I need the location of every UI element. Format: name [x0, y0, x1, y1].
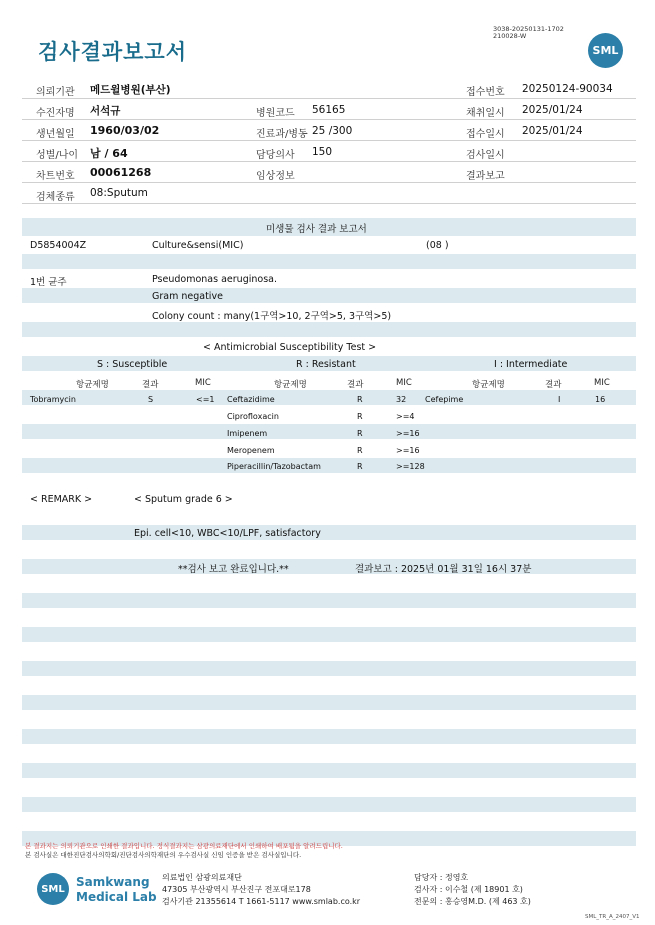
col-result-header: 결과	[142, 380, 159, 390]
notice-red: 본 결과지는 의뢰기관으로 인쇄한 결과입니다. 정식결과지는 삼광의료재단에서 인쇄하여 배포됨을 알려드립니다.	[25, 842, 343, 850]
legend-intermediate: I : Intermediate	[494, 359, 568, 370]
band	[22, 661, 636, 676]
test-spec: (08 )	[426, 240, 449, 251]
page-title: 검사결과보고서	[38, 40, 188, 64]
sex-age-label: 성별/나이	[36, 150, 79, 161]
band	[22, 695, 636, 710]
form-code: SML_TR_A_2407_V1	[585, 914, 640, 920]
hospital-code-label: 병원코드	[256, 108, 295, 119]
ast-result: I	[558, 395, 561, 404]
ast-mic: >=128	[396, 462, 425, 471]
ast-result: R	[357, 395, 363, 404]
birth-label: 생년월일	[36, 129, 75, 140]
col-result-header: 결과	[545, 380, 562, 390]
band	[22, 424, 636, 439]
document-id-line2: 210028-W	[493, 32, 527, 40]
organism-label: 1번 균주	[30, 277, 67, 288]
band	[22, 763, 636, 778]
footer-logo: SML	[37, 873, 69, 905]
ast-mic: >=16	[396, 446, 420, 455]
ast-result: R	[357, 429, 363, 438]
col-agent-header: 항균제명	[472, 380, 505, 390]
band	[22, 390, 636, 405]
result-report-label: 결과보고	[466, 171, 505, 182]
col-agent-header: 항균제명	[274, 380, 307, 390]
test-code: D5854004Z	[30, 240, 87, 251]
staff-in-charge: 담당자 : 정영호	[414, 873, 469, 882]
completion-message: **검사 보고 완료입니다.**	[178, 564, 289, 575]
receipt-no-value: 20250124-90034	[522, 83, 613, 95]
ast-agent: Tobramycin	[30, 395, 76, 404]
dept-value: 25 /300	[312, 125, 353, 137]
org-name: 의료법인 삼광의료재단	[162, 873, 242, 882]
receipt-date-value: 2025/01/24	[522, 125, 583, 137]
ast-agent: Ceftazidime	[227, 395, 275, 404]
remark-grade: < Sputum grade 6 >	[134, 494, 233, 505]
test-name: Culture&sensi(MIC)	[152, 240, 244, 251]
ast-agent: Ciprofloxacin	[227, 412, 279, 421]
band	[22, 322, 636, 337]
gram-stain: Gram negative	[152, 291, 223, 302]
doctor-label: 담당의사	[256, 150, 295, 161]
receipt-no-label: 접수번호	[466, 87, 505, 98]
band	[22, 559, 636, 574]
col-mic-header: MIC	[396, 378, 412, 388]
sex-age-value: 남 / 64	[90, 147, 128, 160]
col-mic-header: MIC	[195, 378, 211, 388]
ast-agent: Meropenem	[227, 446, 275, 455]
col-agent-header: 항균제명	[76, 380, 109, 390]
brand-line1: Samkwang	[76, 875, 150, 889]
doctor-value: 150	[312, 146, 333, 158]
clinical-label: 임상정보	[256, 171, 295, 182]
info-row-6	[22, 183, 636, 204]
ast-result: R	[357, 462, 363, 471]
org-address: 47305 부산광역시 부산진구 전포대로178	[162, 885, 311, 894]
ast-agent: Piperacillin/Tazobactam	[227, 462, 321, 471]
ast-agent: Cefepime	[425, 395, 464, 404]
band	[22, 593, 636, 608]
band	[22, 254, 636, 269]
document-id-line1: 3038-20250131-1702	[493, 25, 564, 33]
patient-name-value: 서석규	[90, 105, 121, 117]
remark-label: < REMARK >	[30, 494, 93, 505]
legend-susceptible: S : Susceptible	[97, 359, 168, 370]
birth-value: 1960/03/02	[90, 124, 160, 137]
patient-name-label: 수진자명	[36, 108, 75, 119]
colony-count: Colony count : many(1구역>10, 2구역>5, 3구역>5)	[152, 311, 392, 322]
band	[22, 288, 636, 303]
sml-logo: SML	[588, 33, 623, 68]
notice: 본 검사실은 대한진단검사의학회/진단검사의학재단의 우수검사실 신임 인증을 받은 검사실입니다.	[25, 851, 302, 859]
ast-mic: >=4	[396, 412, 415, 421]
band	[22, 627, 636, 642]
chart-no-value: 00061268	[90, 166, 152, 179]
collection-date-label: 채취일시	[466, 108, 505, 119]
band	[22, 525, 636, 540]
ast-result: R	[357, 446, 363, 455]
ast-title: < Antimicrobial Susceptibility Test >	[203, 342, 377, 353]
ast-mic: 16	[595, 395, 606, 404]
report-section-title: 미생물 검사 결과 보고서	[266, 224, 367, 235]
receipt-date-label: 접수일시	[466, 129, 505, 140]
document-id	[493, 26, 564, 40]
test-date-label: 검사일시	[466, 150, 505, 161]
ast-mic: 32	[396, 395, 407, 404]
completion-time: 결과보고 : 2025년 01월 31일 16시 37분	[355, 564, 532, 575]
staff-tester: 검사자 : 이수철 (제 18901 호)	[414, 885, 523, 894]
ast-result: R	[357, 412, 363, 421]
band	[22, 458, 636, 473]
legend-resistant: R : Resistant	[296, 359, 356, 370]
ast-mic: <=1	[196, 395, 215, 404]
ast-mic: >=16	[396, 429, 420, 438]
dept-label: 진료과/병동	[256, 129, 308, 140]
collection-date-value: 2025/01/24	[522, 104, 583, 116]
col-mic-header: MIC	[594, 378, 610, 388]
info-row-1	[22, 78, 636, 99]
institution-label: 의뢰기관	[36, 87, 75, 98]
ast-agent: Imipenem	[227, 429, 268, 438]
chart-no-label: 차트번호	[36, 171, 75, 182]
band	[22, 797, 636, 812]
ast-result: S	[148, 395, 154, 404]
remark-detail: Epi. cell<10, WBC<10/LPF, satisfactory	[134, 528, 321, 539]
band	[22, 729, 636, 744]
col-result-header: 결과	[347, 380, 364, 390]
institution-value: 메드윌병원(부산)	[90, 84, 171, 96]
hospital-code-value: 56165	[312, 104, 346, 116]
org-contact: 검사기관 21355614 T 1661-5117 www.smlab.co.kr	[162, 897, 361, 906]
info-row-5	[22, 162, 636, 183]
specimen-label: 검체종류	[36, 192, 75, 203]
organism-name: Pseudomonas aeruginosa.	[152, 274, 277, 285]
info-row-3	[22, 120, 636, 141]
staff-specialist: 전문의 : 홍승영M.D. (제 463 호)	[414, 897, 531, 906]
info-row-2	[22, 99, 636, 120]
brand-line2: Medical Lab	[76, 890, 157, 904]
specimen-value: 08:Sputum	[90, 187, 148, 199]
info-row-4	[22, 141, 636, 162]
